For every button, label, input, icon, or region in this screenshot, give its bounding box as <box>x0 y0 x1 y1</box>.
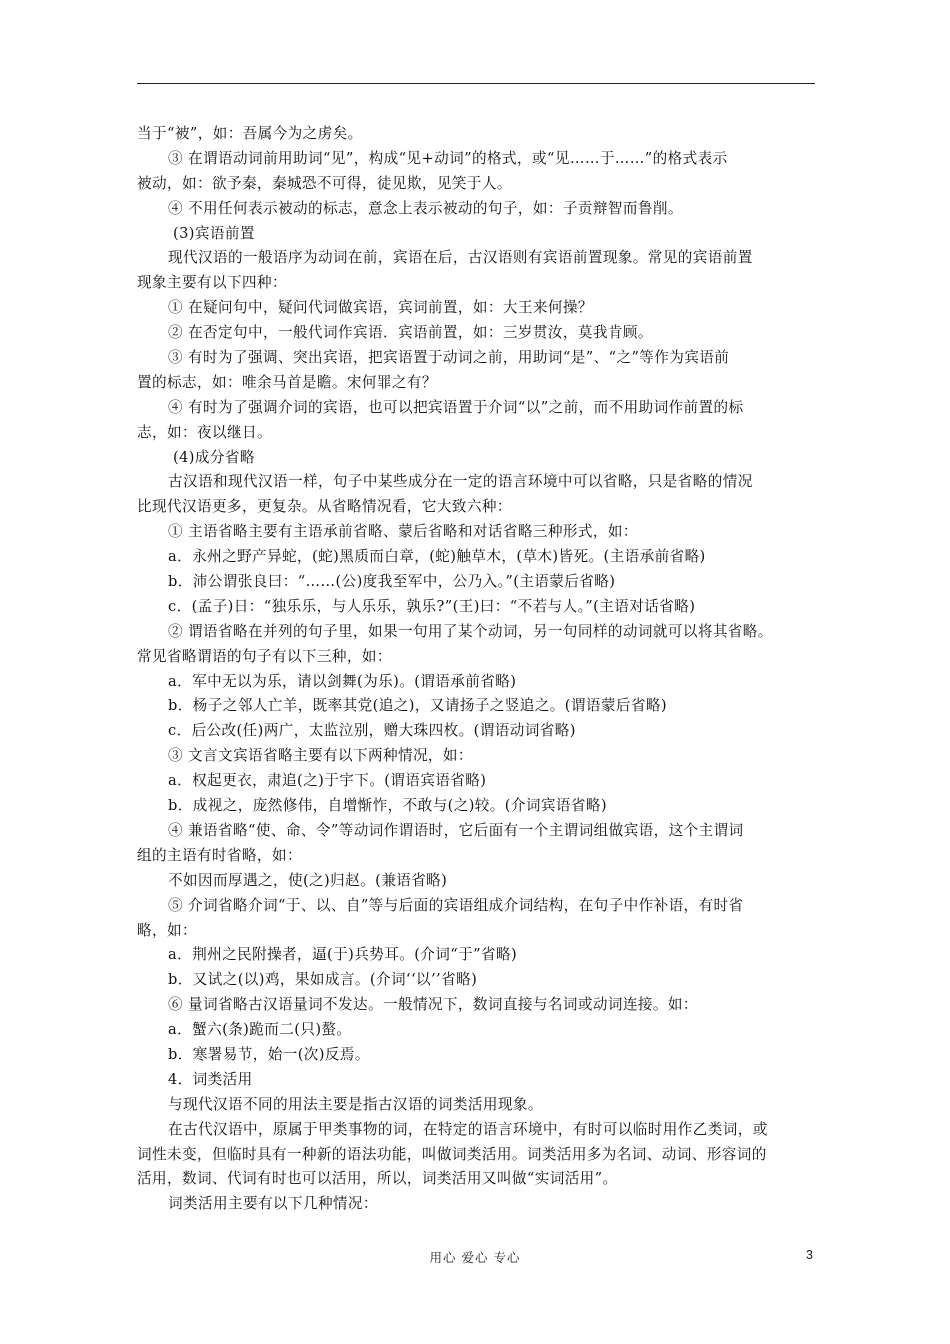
text-line: 在古代汉语中，原属于甲类事物的词，在特定的语言环境中，有时可以临时用作乙类词，或 <box>168 1120 768 1138</box>
text-line: 现代汉语的一般语序为动词在前，宾语在后，古汉语则有宾语前置现象。常见的宾语前置 <box>168 249 753 267</box>
text-line: (3)宾语前置 <box>173 224 255 242</box>
text-line: a．军中无以为乐，请以剑舞(为乐)。(谓语承前省略) <box>168 672 517 690</box>
document-body <box>137 122 817 1217</box>
text-line: b．寒署易节，始一(次)反焉。 <box>168 1045 370 1063</box>
text-line: 活用，数词、代词有时也可以活用，所以，词类活用又叫做“实词活用”。 <box>137 1170 618 1188</box>
text-line: ⑤ 介词省略介词“于、以、自”等与后面的宾语组成介词结构，在句子中作补语，有时省 <box>168 896 744 914</box>
text-line: ① 在疑问句中，疑问代词做宾语，宾词前置，如：大王来何操？ <box>168 299 593 317</box>
text-line: 词类活用主要有以下几种情况： <box>168 1195 378 1213</box>
text-line: 常见省略谓语的句子有以下三种，如： <box>137 647 392 665</box>
text-line: b．杨子之邻人亡羊，既率其党(追之)，又请扬子之竖追之。(谓语蒙后省略) <box>168 697 667 715</box>
text-line: 置的标志，如：唯余马首是瞻。宋何罪之有？ <box>137 373 437 391</box>
text-line: 比现代汉语更多，更复杂。从省略情况看，它大致六种： <box>137 498 512 516</box>
text-line: 志，如：夜以继日。 <box>137 423 272 441</box>
text-line: c．后公改(任)两广，太监泣别，赠大珠四枚。(谓语动词省略) <box>168 722 576 740</box>
text-line: ② 在否定句中，一般代词作宾语．宾语前置，如：三岁贯汝，莫我肯顾。 <box>168 324 653 342</box>
page-number: 3 <box>806 1248 813 1262</box>
text-line: a．永州之野产异蛇，(蛇)黑质而白章，(蛇)触草木，(草木)皆死。(主语承前省略) <box>168 548 706 566</box>
text-line: ③ 在谓语动词前用助词“见”，构成“见+动词”的格式，或“见……于……”的格式表示 <box>168 149 728 167</box>
text-line: a．权起更衣，肃追(之)于宇下。(谓语宾语省略) <box>168 772 487 790</box>
text-line: ④ 不用任何表示被动的标志，意念上表示被动的句子，如：子贡辩智而鲁削。 <box>168 199 683 217</box>
text-line: 被动，如：欲予秦，秦城恐不可得，徒见欺，见笑于人。 <box>137 174 512 192</box>
text-line: b．成视之，庞然修伟，自增惭怍，不敢与(之)较。(介词宾语省略) <box>168 797 607 815</box>
text-line: b．又试之(以)鸡，果如成言。(介词‘‘以’’省略) <box>168 971 478 989</box>
text-line: ④ 有时为了强调介词的宾语，也可以把宾语置于介词“以”之前，而不用助词作前置的标 <box>168 398 744 416</box>
text-line: 词性未变，但临时具有一种新的语法功能，叫做词类活用。词类活用多为名词、动词、形容词的 <box>137 1145 767 1163</box>
text-line: 4．词类活用 <box>168 1070 253 1088</box>
text-line: b．沛公谓张良曰：“……(公)度我至军中，公乃入。”(主语蒙后省略) <box>168 573 616 591</box>
text-line: ① 主语省略主要有主语承前省略、蒙后省略和对话省略三种形式，如： <box>168 523 638 541</box>
text-line: 与现代汉语不同的用法主要是指古汉语的词类活用现象。 <box>168 1095 543 1113</box>
footer-motto: 用心 爱心 专心 <box>429 1250 521 1265</box>
text-line: a．荆州之民附操者，逼(于)兵势耳。(介词“于”省略) <box>168 946 518 964</box>
text-line: ⑥ 量词省略古汉语量词不发达。一般情况下，数词直接与名词或动词连接。如： <box>168 996 698 1014</box>
text-line: 现象主要有以下四种： <box>137 274 287 292</box>
header-rule <box>137 83 815 84</box>
text-line: (4)成分省略 <box>173 448 255 466</box>
text-line: 当于“被”，如：吾属今为之虏矣。 <box>137 125 363 142</box>
text-line: c．(孟子)日：“独乐乐，与人乐乐，孰乐?”(王)曰：“不若与人。”(主语对话省略) <box>168 597 696 615</box>
text-line: 组的主语有时省略，如： <box>137 846 302 864</box>
text-line: ② 谓语省略在并列的句子里，如果一句用了某个动词，另一句同样的动词就可以将其省略。 <box>168 622 773 640</box>
text-line: ③ 文言文宾语省略主要有以下两种情况，如： <box>168 747 473 765</box>
text-line: ③ 有时为了强调、突出宾语，把宾语置于动词之前，用助词“是”、“之”等作为宾语前 <box>168 349 730 367</box>
text-line: 古汉语和现代汉语一样，句子中某些成分在一定的语言环境中可以省略，只是省略的情况 <box>168 473 753 491</box>
text-line: 略，如： <box>137 921 197 939</box>
text-line: a．蟹六(条)跪而二(只)螯。 <box>168 1021 352 1039</box>
text-line: ④ 兼语省略“使、命、令”等动词作谓语时，它后面有一个主谓词组做宾语，这个主谓词 <box>168 821 744 839</box>
text-line: 不如因而厚遇之，使(之)归赵。(兼语省略) <box>168 871 448 889</box>
